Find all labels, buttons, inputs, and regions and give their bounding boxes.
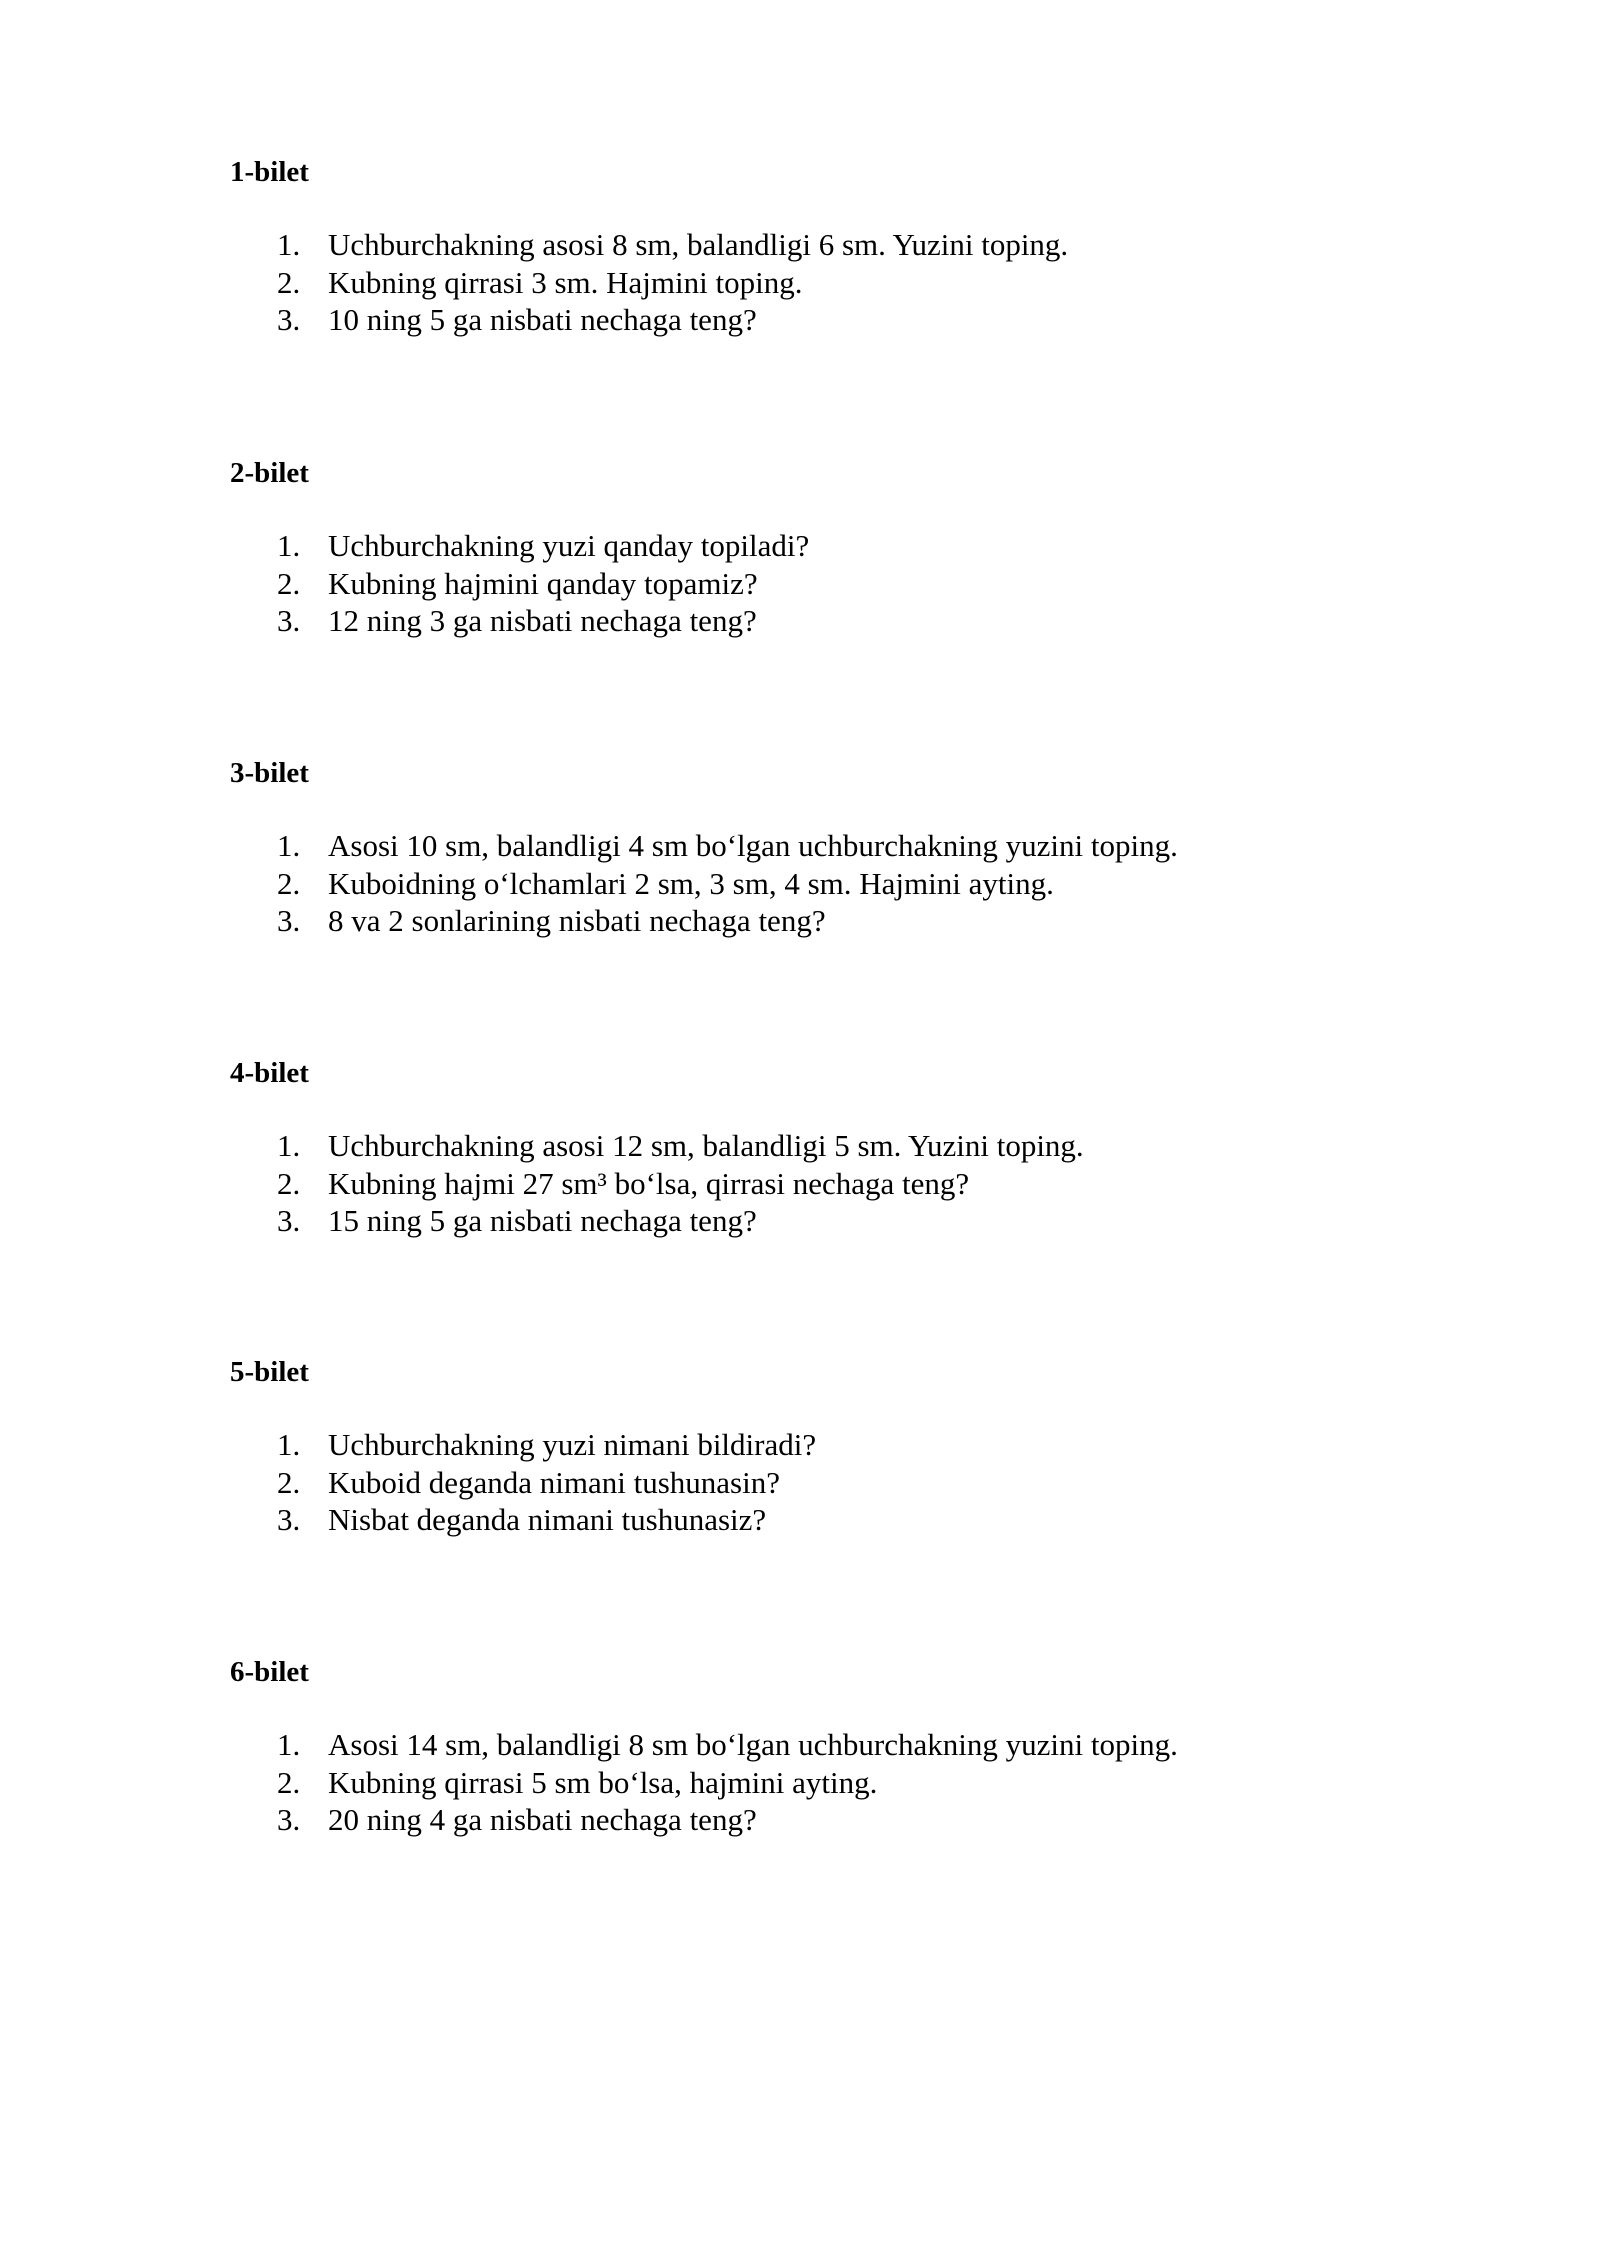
ticket-title: 1-bilet bbox=[230, 156, 309, 188]
question-number: 1. bbox=[277, 227, 301, 262]
question-item bbox=[230, 1202, 1380, 1240]
question-text: 15 ning 5 ga nisbati nechaga teng? bbox=[328, 1203, 757, 1238]
ticket-5 bbox=[230, 1352, 1380, 1539]
question-text: Kubning qirrasi 5 sm bo‘lsa, hajmini ayting. bbox=[328, 1764, 878, 1800]
question-list bbox=[230, 527, 1380, 640]
question-text: 12 ning 3 ga nisbati nechaga teng? bbox=[328, 603, 757, 638]
question-number: 2. bbox=[277, 1165, 301, 1201]
ticket-title: 5-bilet bbox=[230, 1356, 309, 1388]
question-item bbox=[230, 1426, 1380, 1464]
question-number: 3. bbox=[277, 302, 301, 337]
question-number: 3. bbox=[277, 1203, 301, 1238]
question-text: Asosi 14 sm, balandligi 8 sm bo‘lgan uchburchakning yuzini toping. bbox=[328, 1727, 1178, 1762]
question-list bbox=[230, 1127, 1380, 1240]
question-item bbox=[230, 264, 1380, 302]
question-item bbox=[230, 1127, 1380, 1165]
question-number: 3. bbox=[277, 1802, 301, 1837]
question-text: Uchburchakning yuzi nimani bildiradi? bbox=[328, 1427, 817, 1462]
ticket-4 bbox=[230, 1053, 1380, 1240]
question-number: 3. bbox=[277, 1502, 301, 1537]
ticket-1 bbox=[230, 152, 1380, 339]
question-item bbox=[230, 602, 1380, 640]
question-text: 10 ning 5 ga nisbati nechaga teng? bbox=[328, 302, 757, 337]
ticket-2 bbox=[230, 453, 1380, 640]
question-item bbox=[230, 1726, 1380, 1764]
ticket-title: 4-bilet bbox=[230, 1057, 309, 1089]
question-text: Uchburchakning asosi 8 sm, balandligi 6 sm. Yuzini toping. bbox=[328, 227, 1069, 262]
question-item bbox=[230, 827, 1380, 865]
question-number: 1. bbox=[277, 1427, 301, 1462]
question-text: Kubning qirrasi 3 sm. Hajmini toping. bbox=[328, 264, 803, 300]
question-list bbox=[230, 1726, 1380, 1839]
question-number: 2. bbox=[277, 264, 301, 300]
question-item bbox=[230, 865, 1380, 903]
question-item bbox=[230, 1165, 1380, 1203]
question-number: 1. bbox=[277, 528, 301, 563]
question-number: 1. bbox=[277, 1727, 301, 1762]
question-item bbox=[230, 1801, 1380, 1839]
question-text: Kubning hajmini qanday topamiz? bbox=[328, 565, 758, 601]
ticket-title: 6-bilet bbox=[230, 1656, 309, 1688]
question-list bbox=[230, 827, 1380, 940]
question-number: 2. bbox=[277, 865, 301, 901]
question-number: 1. bbox=[277, 828, 301, 863]
question-text: Kubning hajmi 27 sm³ bo‘lsa, qirrasi nechaga teng? bbox=[328, 1165, 970, 1201]
question-number: 3. bbox=[277, 903, 301, 938]
ticket-3 bbox=[230, 753, 1380, 940]
question-number: 2. bbox=[277, 1464, 301, 1500]
question-item bbox=[230, 226, 1380, 264]
question-item bbox=[230, 902, 1380, 940]
question-item bbox=[230, 565, 1380, 603]
ticket-6 bbox=[230, 1652, 1380, 1839]
question-text: Kuboid deganda nimani tushunasin? bbox=[328, 1464, 780, 1500]
question-number: 1. bbox=[277, 1128, 301, 1163]
question-number: 2. bbox=[277, 565, 301, 601]
question-text: Uchburchakning asosi 12 sm, balandligi 5 sm. Yuzini toping. bbox=[328, 1128, 1084, 1163]
question-item bbox=[230, 301, 1380, 339]
question-number: 3. bbox=[277, 603, 301, 638]
question-text: Asosi 10 sm, balandligi 4 sm bo‘lgan uchburchakning yuzini toping. bbox=[328, 828, 1178, 863]
ticket-title: 2-bilet bbox=[230, 457, 309, 489]
question-text: 20 ning 4 ga nisbati nechaga teng? bbox=[328, 1802, 757, 1837]
question-text: Nisbat deganda nimani tushunasiz? bbox=[328, 1502, 767, 1537]
question-item bbox=[230, 1764, 1380, 1802]
question-list bbox=[230, 226, 1380, 339]
question-item bbox=[230, 527, 1380, 565]
question-text: Kuboidning o‘lchamlari 2 sm, 3 sm, 4 sm. Hajmini ayting. bbox=[328, 865, 1054, 901]
question-number: 2. bbox=[277, 1764, 301, 1800]
question-list bbox=[230, 1426, 1380, 1539]
question-item bbox=[230, 1464, 1380, 1502]
ticket-title: 3-bilet bbox=[230, 757, 309, 789]
question-text: 8 va 2 sonlarining nisbati nechaga teng? bbox=[328, 903, 826, 938]
question-text: Uchburchakning yuzi qanday topiladi? bbox=[328, 528, 810, 563]
question-item bbox=[230, 1501, 1380, 1539]
